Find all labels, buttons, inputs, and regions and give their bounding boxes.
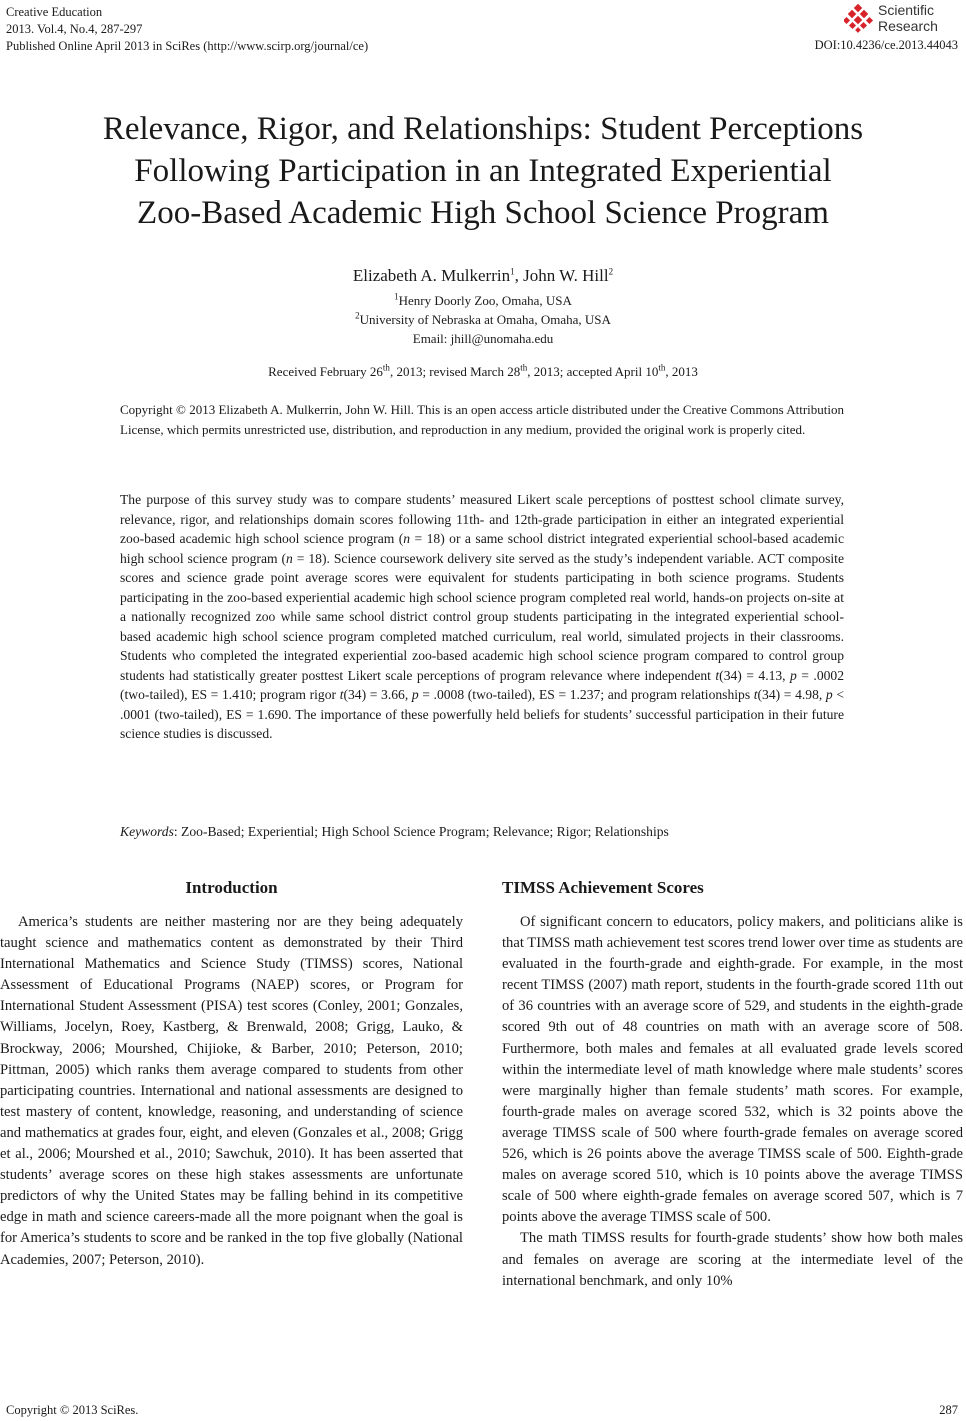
abstract-text: (34) = 4.13, bbox=[719, 667, 791, 683]
author-list bbox=[0, 266, 966, 286]
scientific-research-logo-icon bbox=[844, 4, 874, 34]
ordinal-suffix: th bbox=[658, 362, 666, 373]
keywords-list: : Zoo-Based; Experiential; High School Science Program; Relevance; Rigor; Relationships bbox=[173, 824, 669, 839]
abstract-text: The purpose of this survey study was to compare students’ measured Likert scale perceptions of posttest school climate survey, relevance, rigor, and relationships domain scores following 11th- and 12th-grade participation in either an integrated experiential zoo-based academic high school science program ( bbox=[120, 492, 844, 546]
affiliation-marker: 1 bbox=[394, 291, 399, 302]
journal-name: Creative Education bbox=[6, 5, 103, 19]
running-header bbox=[6, 4, 368, 55]
title-line: Relevance, Rigor, and Relationships: Student Perceptions bbox=[102, 111, 864, 147]
article-dates bbox=[0, 364, 966, 380]
publication-info: Published Online April 2013 in SciRes (http://www.scirp.org/journal/ce) bbox=[6, 39, 369, 53]
abstract-italic: t bbox=[715, 667, 720, 683]
body-paragraph: America’s students are neither mastering nor are they being adequately taught science and mathematics content as demonstrated by their Third International Mathematics and Science Study (TIMSS) scores, National Assessment of Educational Programs (NAEP) scores, or Program for International Student Assessment (PISA) test scores (Conley, 2001; Gonzales, Williams, Jocelyn, Roey, Kastberg, & Brenwald, 2008; Grigg, Lauko, & Brockway, 2006; Mourshed, Chijioke, & Barber, 2010; Peterson, 2010; Pittman, 2005) which ranks them average compared to students from other participating countries. International and national assessments are designed to test mastery of content, knowledge, reasoning, and understanding of science and mathematics at grades four, eight, and eleven (Gonzales et al., 2008; Grigg et al., 2006; Mourshed et al., 2010; Sawchuk, 2010). It has been asserted that students’ average scores on these high stakes assessments are unfortunate predictors of why the United States may be falling behind in its competitive edge in math and science careers-made all the more poignant when the goal is for America’s students to score and be ranked in the top five globally (National Academies, 2007; Peterson, 2010). bbox=[0, 914, 463, 1268]
abstract-italic: p bbox=[825, 687, 833, 702]
keywords bbox=[120, 824, 844, 840]
received-date: Received February 26 bbox=[268, 364, 383, 379]
abstract-text: (34) = 4.98, bbox=[757, 687, 826, 702]
logo-text-line2: Research bbox=[878, 18, 938, 34]
right-column bbox=[502, 876, 963, 1292]
affiliation-marker: 2 bbox=[608, 266, 614, 277]
ordinal-suffix: th bbox=[520, 362, 528, 373]
abstract-italic: p bbox=[411, 687, 419, 702]
title-line: Following Participation in an Integrated Experiential bbox=[134, 153, 832, 189]
page-number: 287 bbox=[939, 1403, 958, 1417]
section-heading-timss: TIMSS Achievement Scores bbox=[502, 878, 704, 897]
doi: DOI:10.4236/ce.2013.44043 bbox=[814, 38, 958, 52]
affiliation-marker: 1 bbox=[510, 266, 515, 277]
affiliation bbox=[0, 310, 966, 329]
author-name: John W. Hill bbox=[523, 266, 609, 285]
affiliation-text: Henry Doorly Zoo, Omaha, USA bbox=[398, 293, 572, 308]
affiliation bbox=[0, 291, 966, 310]
abstract-italic: t bbox=[753, 687, 758, 702]
affiliation-text: University of Nebraska at Omaha, Omaha, USA bbox=[359, 312, 611, 327]
author-name: Elizabeth A. Mulkerrin bbox=[352, 266, 511, 285]
title-line: Zoo-Based Academic High School Science Program bbox=[137, 195, 829, 231]
affiliation-marker: 2 bbox=[355, 310, 360, 321]
publisher-logo bbox=[844, 2, 954, 38]
body-paragraph: Of significant concern to educators, policy makers, and politicians alike is that TIMSS math achievement test scores trend lower over time as students are evaluated in the fourth-grade and eighth-grade. For example, in the most recent TIMSS (2007) math report, students in the fourth-grade scored 11th out of 36 countries with an average score of 529, and students in the eighth-grade scored 9th out of 48 countries on math with an average score of 508. Furthermore, both males and females at all evaluated grade levels scored within the intermediate level of math knowledge where male students’ scores were marginally higher than female students’ math scores. For example, fourth-grade males on average scored 532, which is 32 points above the average TIMSS scale of 500 where fourth-grade females on average scored 526, which is 26 points above the average TIMSS scale of 500. Eighth-grade males on average scored 510, which is 10 points above the average TIMSS scale of 500 where eighth-grade females on average scored 507, which is 7 points above the average TIMSS scale of 500. bbox=[502, 914, 963, 1226]
abstract-text: < .0001 (two-tailed), ES = 1.690. The importance of these powerfully held beliefs for students’ successful participation in their future science studies is discussed. bbox=[120, 687, 844, 741]
abstract bbox=[120, 490, 844, 744]
accepted-year: , 2013 bbox=[665, 364, 698, 379]
left-column bbox=[0, 876, 463, 1271]
author-separator: , bbox=[514, 266, 524, 285]
copyright-notice: Copyright © 2013 Elizabeth A. Mulkerrin, John W. Hill. This is an open access article distributed under the Creative Commons Attribution License, which permits unrestricted use, distribution, and reproduction in any medium, provided the original work is properly cited. bbox=[120, 402, 844, 437]
accepted-date: , 2013; accepted April 10 bbox=[527, 364, 659, 379]
author-email: Email: jhill@unomaha.edu bbox=[412, 331, 554, 346]
abstract-italic: p bbox=[790, 667, 797, 683]
abstract-text: (34) = 3.66, bbox=[343, 687, 412, 702]
section-heading-introduction: Introduction bbox=[185, 878, 278, 897]
abstract-text: = 18) or a same school district integrated experiential school-based academic high school science program ( bbox=[120, 531, 844, 566]
abstract-italic: n bbox=[403, 531, 411, 546]
footer-copyright: Copyright © 2013 SciRes. bbox=[6, 1403, 139, 1417]
revised-date: , 2013; revised March 28 bbox=[389, 364, 521, 379]
ordinal-suffix: th bbox=[382, 362, 390, 373]
abstract-italic: t bbox=[339, 687, 344, 702]
keywords-label: Keywords bbox=[120, 824, 174, 839]
abstract-text: = .0008 (two-tailed), ES = 1.237; and program relationships bbox=[418, 687, 754, 702]
abstract-italic: n bbox=[286, 550, 293, 566]
volume-info: 2013. Vol.4, No.4, 287-297 bbox=[6, 22, 143, 36]
abstract-text: = 18). Science coursework delivery site served as the study’s independent variable. ACT composite scores and science grade point average scores were equivalent for students participating in both science programs. Students participating in the zoo-based experiential academic high school science program completed real world, hands-on projects on-site at a nationally recognized zoo while same school district control group students participating in the integrated experiential school-based academic high school science program completed matched curriculum, real world, simulated projects in their classrooms. Students who completed the integrated experiential zoo-based academic high school science program compared to control group students had statistically greater posttest Likert scale perceptions of program relevance where independent bbox=[120, 550, 844, 683]
abstract-text: = .0002 (two-tailed), ES = 1.410; program rigor bbox=[120, 667, 845, 702]
logo-text-line1: Scientific bbox=[878, 2, 935, 18]
paper-title bbox=[40, 108, 926, 234]
body-paragraph: The math TIMSS results for fourth-grade students’ show how both males and females on average are scoring at the intermediate level of the international benchmark, and only 10% bbox=[502, 1230, 963, 1289]
